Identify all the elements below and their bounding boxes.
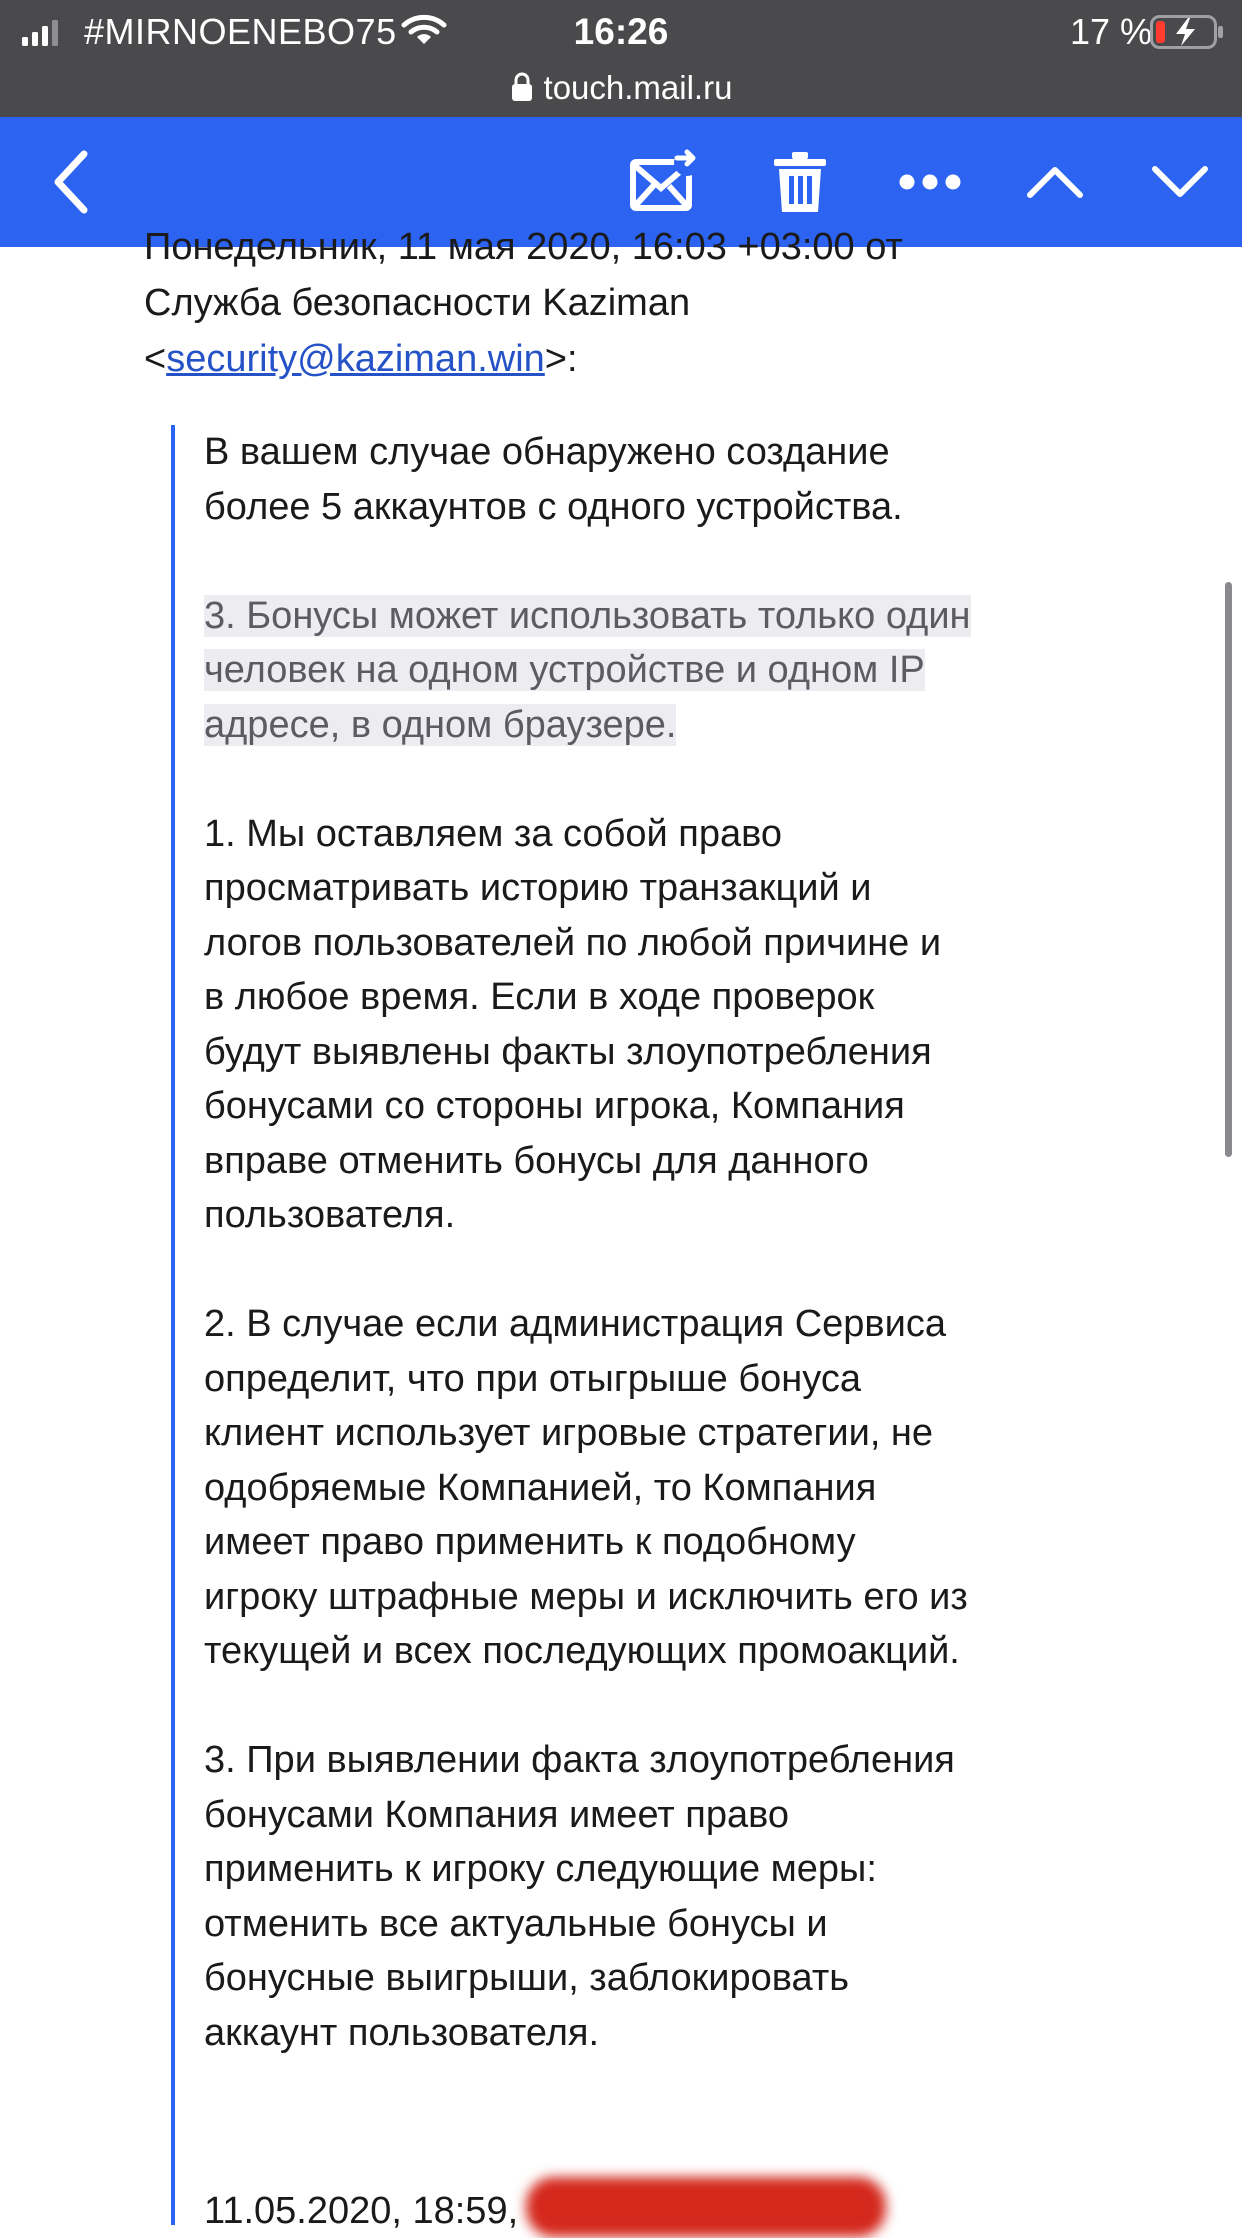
quote-header — [144, 219, 1164, 387]
quoted-footer — [204, 2177, 886, 2238]
quote-header-date: Понедельник, 11 мая 2020, 16:03 +03:00 от — [144, 226, 903, 268]
highlighted-line: человек на одном устройстве и одном IP — [204, 649, 925, 691]
quote-line: в любое время. Если в ходе проверок — [204, 976, 875, 1018]
battery-percent: 17 % — [1070, 11, 1153, 52]
quote-line: аккаунт пользователя. — [204, 2011, 600, 2054]
back-chevron-icon — [50, 150, 90, 214]
back-button[interactable] — [30, 117, 110, 247]
quote-bar — [171, 425, 175, 2225]
quote-line: бонусами Компания имеет право — [204, 1793, 790, 1836]
email-bracket-close: >: — [544, 338, 578, 380]
chevron-down-icon — [1151, 165, 1209, 199]
message-body — [0, 226, 1242, 2232]
quote-line: применить к игроку следующие меры: — [204, 1848, 877, 1890]
quote-line: определит, что при отыгрыше бонуса — [204, 1357, 861, 1400]
quoted-text — [204, 425, 1084, 2060]
footer-datetime: 11.05.2020, 18:59, — [204, 2190, 519, 2232]
quote-line: игроку штрафные меры и исключить его из — [204, 1575, 968, 1618]
carrier-name: #MIRNOENEBO75 — [84, 11, 397, 52]
quote-line: будут выявлены факты злоупотребления — [204, 1030, 932, 1073]
lock-icon — [510, 71, 534, 103]
url-text: touch.mail.ru — [543, 69, 733, 106]
quote-line: бонусные выигрыши, заблокировать — [204, 1957, 850, 1999]
quote-line: пользователя. — [204, 1194, 456, 1236]
quote-line: В вашем случае обнаружено создание — [204, 431, 890, 473]
quote-line: имеет право применить к подобному — [204, 1521, 856, 1563]
clock: 16:26 — [573, 11, 669, 52]
quote-line: отменить все актуальные бонусы и — [204, 1902, 828, 1945]
highlighted-line: адресе, в одном браузере. — [204, 703, 677, 746]
scroll-indicator[interactable] — [1225, 582, 1232, 1157]
quote-line: 2. В случае если администрация Сервиса — [204, 1303, 946, 1345]
quote-header-sender: Служба безопасности Kaziman — [144, 282, 691, 324]
chevron-up-icon — [1026, 165, 1084, 199]
quote-line: просматривать историю транзакций и — [204, 867, 872, 909]
quote-line: текущей и всех последующих промоакций. — [204, 1630, 960, 1672]
quote-line: 3. При выявлении факта злоупотребления — [204, 1739, 955, 1781]
quote-line: одобряемые Компанией, то Компания — [204, 1466, 877, 1509]
battery-charging-icon — [1150, 15, 1224, 49]
email-bracket-open: < — [144, 338, 167, 380]
redacted-sender — [526, 2177, 886, 2237]
quote-line: клиент использует игровые стратегии, не — [204, 1412, 934, 1454]
quote-line: более 5 аккаунтов с одного устройства. — [204, 485, 903, 528]
quote-line: вправе отменить бонусы для данного — [204, 1139, 869, 1182]
highlighted-line: 3. Бонусы может использовать только один — [204, 594, 971, 637]
quote-line: логов пользователей по любой причине и — [204, 921, 942, 964]
sender-email-link[interactable]: security@kaziman.win — [166, 338, 545, 380]
trash-icon — [772, 150, 828, 214]
address-bar[interactable] — [0, 62, 1242, 117]
quote-line: 1. Мы оставляем за собой право — [204, 812, 782, 855]
more-dots-icon — [898, 172, 962, 192]
status-bar — [0, 0, 1242, 62]
quote-line: бонусами со стороны игрока, Компания — [204, 1085, 905, 1127]
mark-unread-icon — [629, 150, 701, 214]
